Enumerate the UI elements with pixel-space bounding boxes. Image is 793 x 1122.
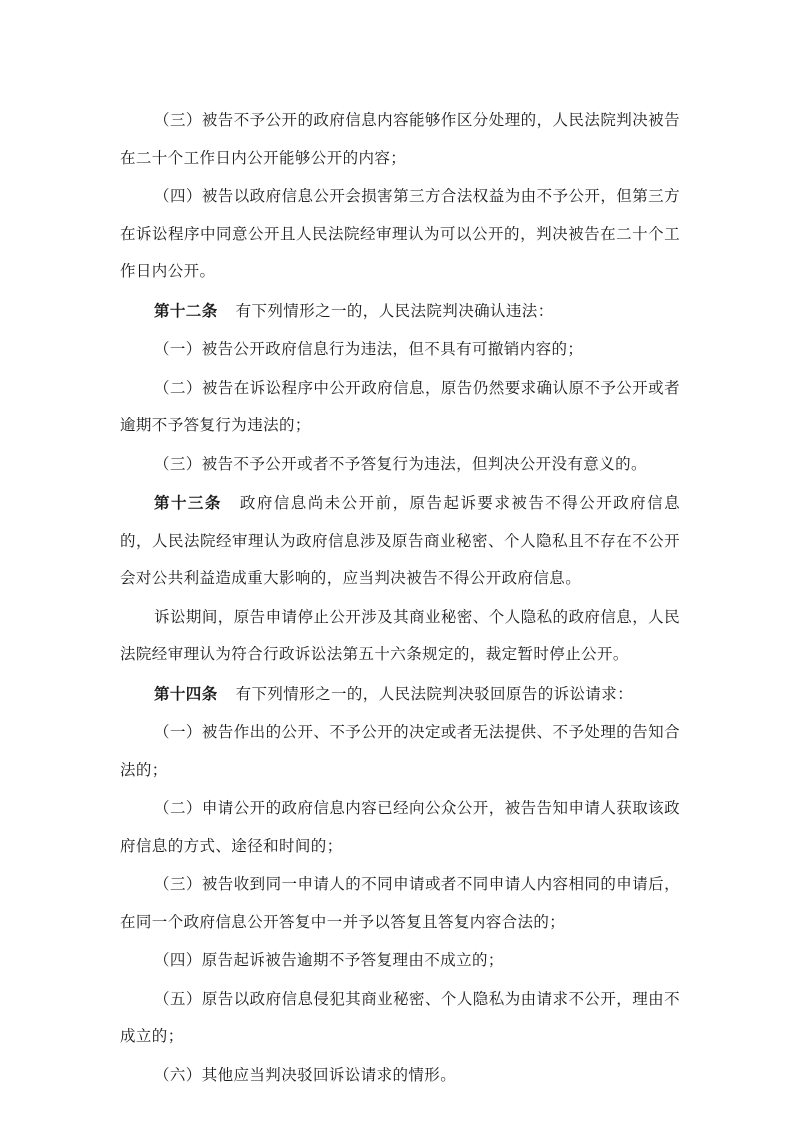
- paragraph: [120, 102, 680, 177]
- paragraph-text: （一）被告公开政府信息行为违法，但不具有可撤销内容的；: [154, 340, 584, 358]
- paragraph-text: 政府信息尚未公开前，原告起诉要求被告不得公开政府信息的，人民法院经审理认为政府信息涉及原告商业秘密、个人隐私且不存在不公开会对公共利益造成重大影响的，应当判决被告不得公开政府信息。: [120, 494, 680, 587]
- paragraph-text: （三）被告收到同一申请人的不同申请或者不同申请人内容相同的申请后，在同一个政府信息公开答复中一并予以答复且答复内容合法的；: [120, 875, 680, 931]
- document-page: [120, 102, 680, 1095]
- paragraph-text: （六）其他应当判决驳回诉讼请求的情形。: [154, 1065, 457, 1084]
- paragraph-text: （三）被告不予公开或者不予答复行为违法，但判决公开没有意义的。: [154, 454, 647, 473]
- paragraph: [120, 942, 680, 980]
- article-heading: 第十四条: [154, 683, 218, 703]
- paragraph: [120, 446, 680, 484]
- paragraph-text: 有下列情形之一的，人民法院判决驳回原告的诉讼请求：: [235, 684, 634, 703]
- paragraph-text: （四）原告起诉被告逾期不予答复理由不成立的；: [154, 951, 504, 969]
- paragraph-text: （二）申请公开的政府信息内容已经向公众公开，被告告知申请人获取该政府信息的方式、途径和时间的；: [120, 799, 680, 855]
- paragraph: [120, 866, 680, 941]
- paragraph: [120, 714, 680, 789]
- paragraph: [120, 981, 680, 1056]
- paragraph: [120, 370, 680, 445]
- article-paragraph: [120, 484, 680, 598]
- article-heading: 第十二条: [154, 300, 218, 320]
- paragraph-text: 有下列情形之一的，人民法院判决确认违法：: [235, 301, 554, 320]
- paragraph-text: （一）被告作出的公开、不予公开的决定或者无法提供、不予处理的告知合法的；: [120, 723, 680, 779]
- paragraph-text: 诉讼期间，原告申请停止公开涉及其商业秘密、个人隐私的政府信息，人民法院经审理认为符合行政诉讼法第五十六条规定的，裁定暂时停止公开。: [120, 607, 680, 663]
- paragraph-text: （五）原告以政府信息侵犯其商业秘密、个人隐私为由请求不公开，理由不成立的；: [120, 989, 680, 1045]
- paragraph-text: （二）被告在诉讼程序中公开政府信息，原告仍然要求确认原不予公开或者逾期不予答复行为违法的；: [120, 378, 680, 434]
- paragraph-text: （四）被告以政府信息公开会损害第三方合法权益为由不予公开，但第三方在诉讼程序中同意公开且人民法院经审理认为可以公开的，判决被告在二十个工作日内公开。: [120, 187, 680, 280]
- paragraph: [120, 178, 680, 291]
- paragraph: [120, 790, 680, 865]
- paragraph: [120, 331, 680, 369]
- paragraph-text: （三）被告不予公开的政府信息内容能够作区分处理的，人民法院判决被告在二十个工作日内公开能够公开的内容；: [120, 111, 680, 167]
- article-paragraph: [120, 292, 680, 331]
- article-heading: 第十三条: [154, 493, 222, 512]
- paragraph: [120, 1057, 680, 1095]
- paragraph: [120, 599, 680, 674]
- article-paragraph: [120, 675, 680, 714]
